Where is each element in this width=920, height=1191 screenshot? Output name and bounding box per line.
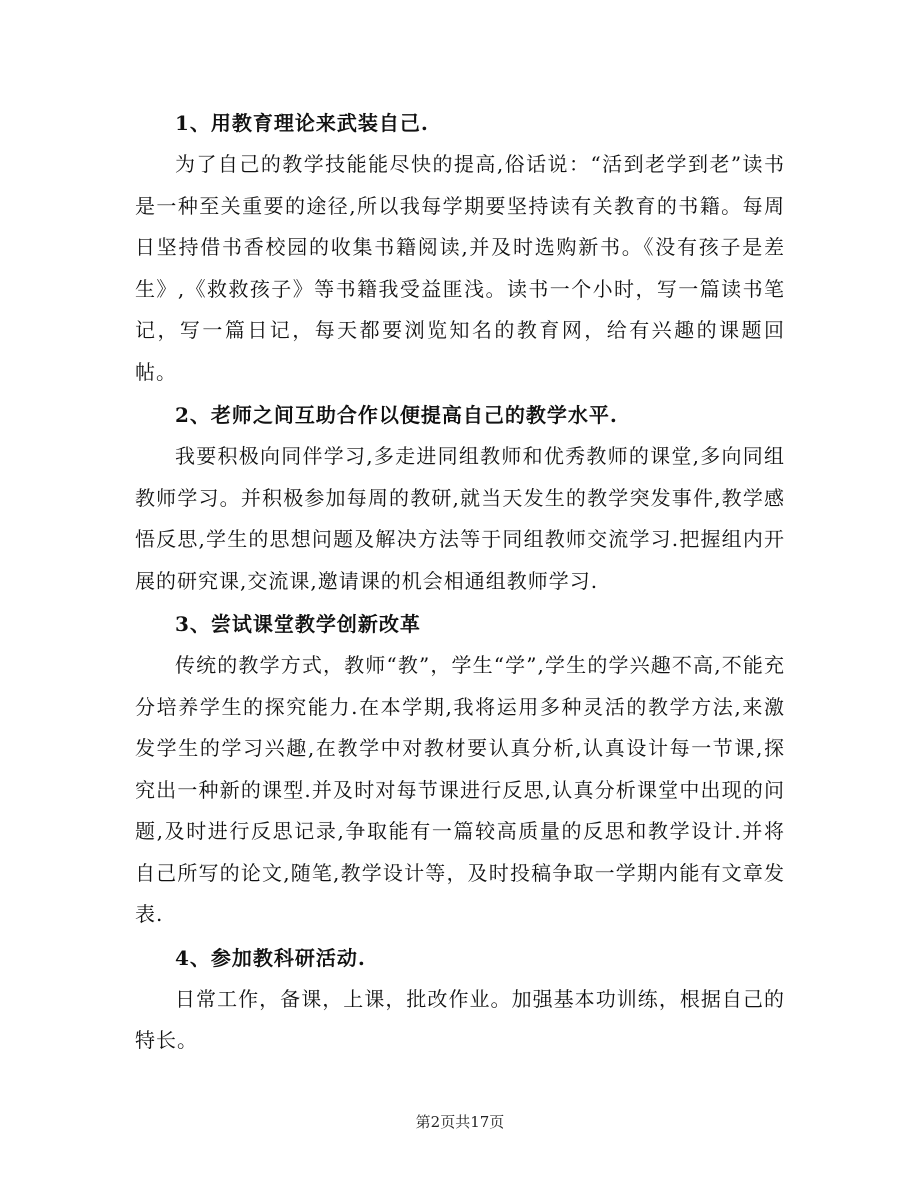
section-2-paragraph: 我要积极向同伴学习,多走进同组教师和优秀教师的课堂,多向同组教师学习。并积极参加每周的教研,就当天发生的教学突发事件,教学感悟反思,学生的思想问题及解决方法等于同组教师交流学习.把握组内开展的研究课,交流课,邀请课的机会相通组教师学习.	[135, 444, 785, 593]
page-number-footer: 第2页共17页	[415, 1113, 505, 1131]
section-2-heading: 2、老师之间互助合作以便提高自己的教学水平.	[175, 403, 618, 427]
section-3-paragraph: 传统的教学方式，教师“教”，学生“学”,学生的学兴趣不高,不能充分培养学生的探究能力.在本学期,我将运用多种灵活的教学方法,来激发学生的学习兴趣,在教学中对教材要认真分析,认真设计每一节课,探究出一种新的课型.并及时对每节课进行反思,认真分析课堂中出现的问题,及时进行反思记录,争取能有一篇较高质量的反思和教学设计.并将自己所写的论文,随笔,教学设计等，及时投稿争取一学期内能有文章发表.	[135, 653, 785, 926]
section-3-heading: 3、尝试课堂教学创新改革	[175, 612, 421, 636]
document-body	[135, 102, 785, 1063]
section-4-heading: 4、参加教科研活动.	[175, 945, 366, 970]
section-1-heading: 1、用教育理论来武装自己.	[175, 111, 429, 135]
section-4-paragraph: 日常工作，备课，上课，批改作业。加强基本功训练，根据自己的特长。	[135, 986, 785, 1052]
section-1-paragraph: 为了自己的教学技能能尽快的提高,俗话说：“活到老学到老”读书是一种至关重要的途径,所以我每学期要坚持读有关教育的书籍。每周日坚持借书香校园的收集书籍阅读,并及时选购新书。《没有孩子是差生》,《救救孩子》等书籍我受益匪浅。读书一个小时，写一篇读书笔记，写一篇日记，每天都要浏览知名的教育网，给有兴趣的课题回帖。	[135, 152, 785, 384]
